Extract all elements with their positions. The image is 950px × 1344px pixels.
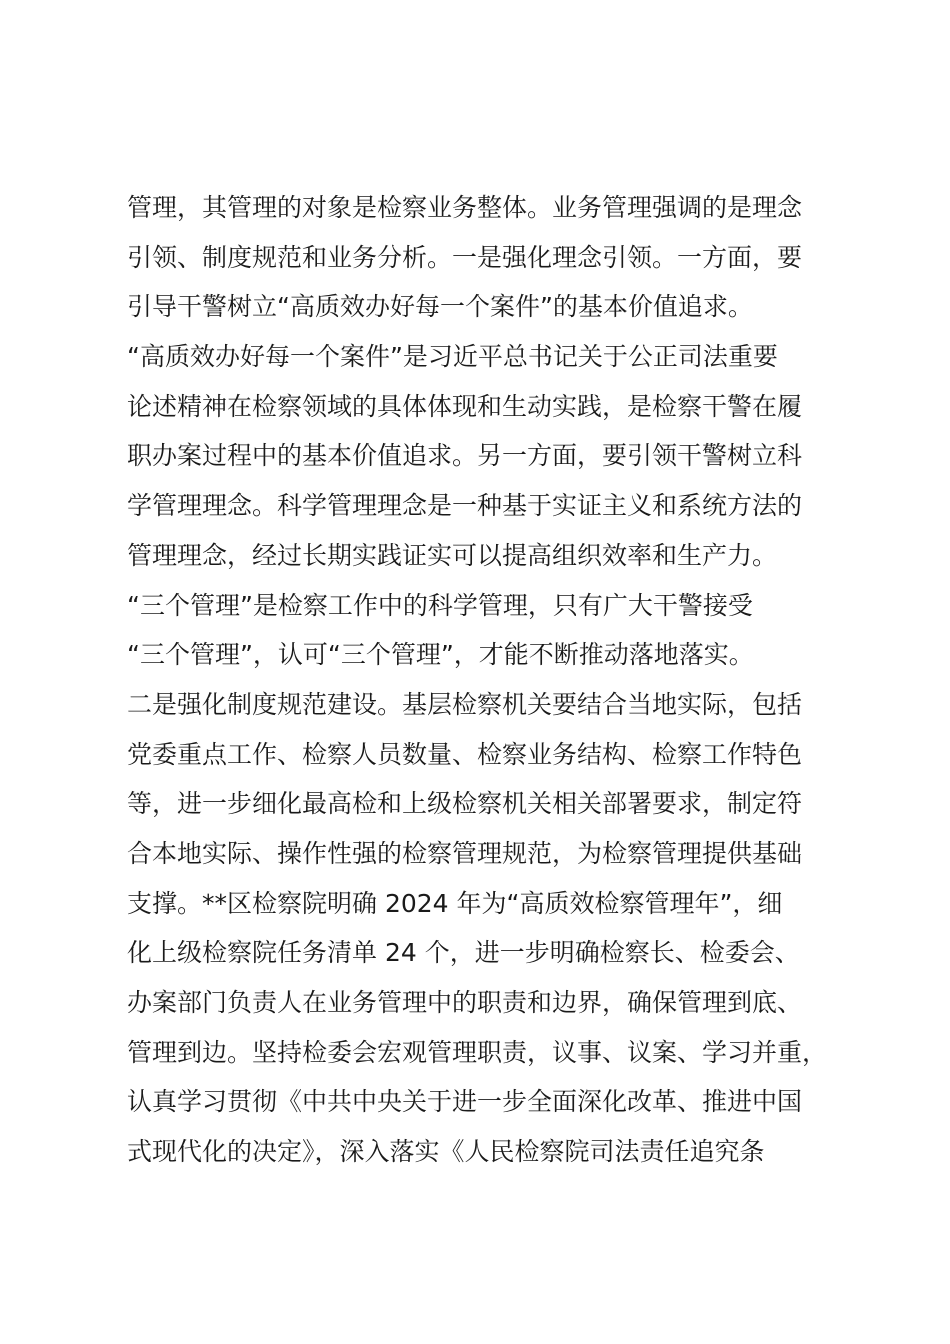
text-line: 管理理念，经过长期实践证实可以提高组织效率和生产力。 xyxy=(127,540,778,570)
text-line: 引领、制度规范和业务分析。一是强化理念引领。一方面，要 xyxy=(127,242,803,272)
text-line: 管理，其管理的对象是检察业务整体。业务管理强调的是理念 xyxy=(127,193,803,222)
text-line: 管理到边。坚持检委会宏观管理职责，议事、议案、学习并重， xyxy=(127,1037,828,1067)
text-line: “三个管理”，认可“三个管理”，才能不断推动落地落实。 xyxy=(127,640,754,670)
text-line: “高质效办好每一个案件”是习近平总书记关于公正司法重要 xyxy=(127,342,778,372)
text-line: 办案部门负责人在业务管理中的职责和边界，确保管理到底、 xyxy=(127,988,803,1017)
text-line: 式现代化的决定》，深入落实《人民检察院司法责任追究条 xyxy=(127,1137,765,1167)
text-line: 化上级检察院任务清单 24 个，进一步明确检察长、检委会、 xyxy=(127,938,800,968)
text-line: 认真学习贯彻《中共中央关于进一步全面深化改革、推进中国 xyxy=(127,1087,803,1117)
text-line: 党委重点工作、检察人员数量、检察业务结构、检察工作特色 xyxy=(127,739,803,769)
text-line: 学管理理念。科学管理理念是一种基于实证主义和系统方法的 xyxy=(127,491,803,521)
text-line: 合本地实际、操作性强的检察管理规范，为检察管理提供基础 xyxy=(127,838,803,868)
text-line: 等，进一步细化最高检和上级检察机关相关部署要求，制定符 xyxy=(127,789,803,819)
text-line: 论述精神在检察领域的具体体现和生动实践，是检察干警在履 xyxy=(127,391,803,421)
text-line: 二是强化制度规范建设。基层检察机关要结合当地实际，包括 xyxy=(127,689,803,719)
text-line: “三个管理”是检察工作中的科学管理，只有广大干警接受 xyxy=(127,590,753,620)
body-paragraph xyxy=(127,183,847,1177)
text-line: 职办案过程中的基本价值追求。另一方面，要引领干警树立科 xyxy=(127,441,803,471)
text-line: 引导干警树立“高质效办好每一个案件”的基本价值追求。 xyxy=(127,292,753,322)
text-line: 支撑。**区检察院明确 2024 年为“高质效检察管理年”，细 xyxy=(127,888,783,918)
